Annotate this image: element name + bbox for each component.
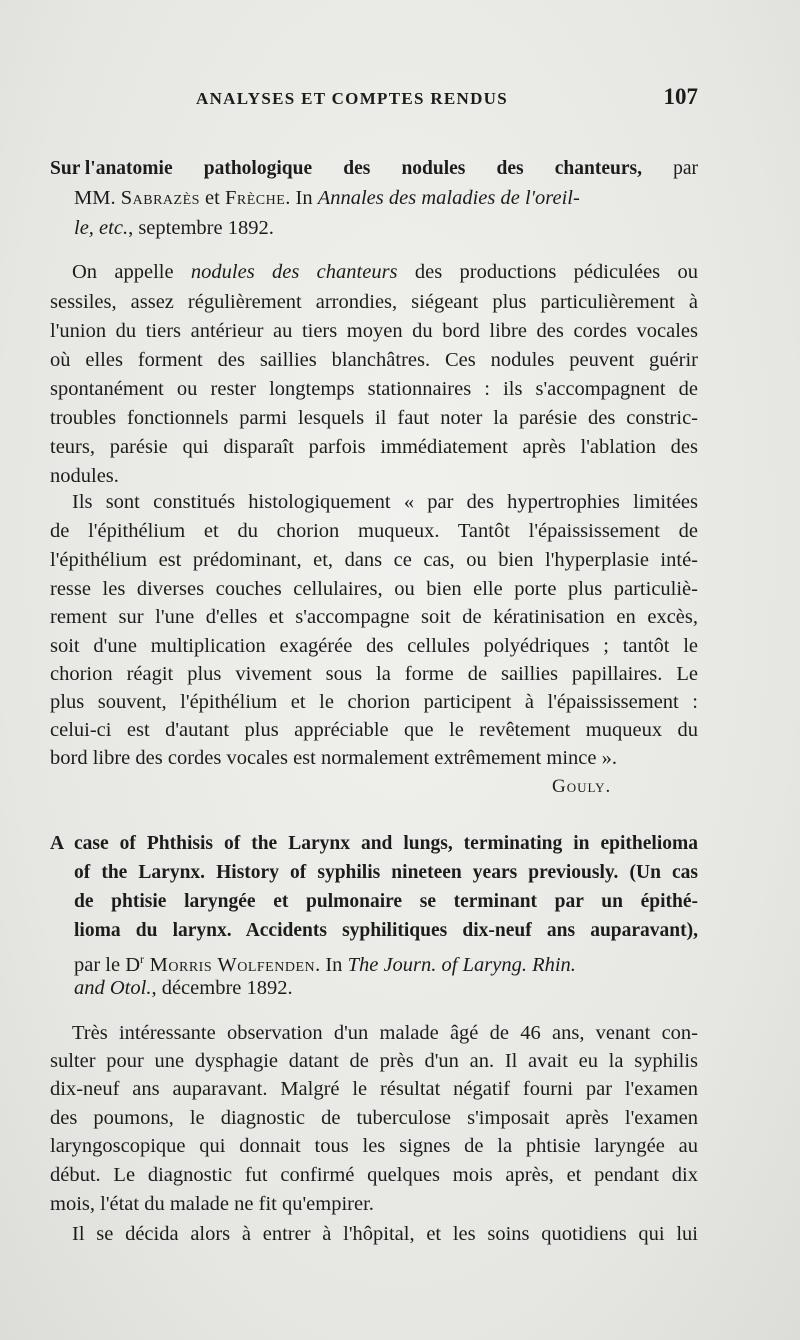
- article2-line: des poumons, le diagnostic de tuberculose s'imposait après l'examen: [50, 1107, 698, 1129]
- article1-line: soit d'une multiplication exagérée des cellules polyédriques ; tantôt le: [50, 635, 698, 657]
- author-freche: Frèche: [224, 187, 286, 209]
- article2-line: Très intéressante observation d'un malade âgé de 46 ans, venant con-: [72, 1022, 698, 1044]
- article2-line: sulter pour une dysphagie datant de près d'un an. Il avait eu la syphilis: [50, 1050, 698, 1072]
- article1-line: resse les diverses couches cellulaires, ou bien elle porte plus particuliè-: [50, 578, 698, 600]
- article1-line: l'union du tiers antérieur au tiers moyen du bord libre des cordes vocales: [50, 320, 698, 342]
- article1-line: celui-ci est d'autant plus appréciable que le revêtement muqueux du: [50, 719, 698, 741]
- author-sabrazes: Sabrazès: [120, 187, 200, 209]
- article1-line: Ils sont constitués histologiquement « par des hypertrophies limitées: [72, 491, 698, 513]
- article2-citation-line-2: and Otol., décembre 1892.: [74, 977, 293, 999]
- journal-title-2: The Journ. of Laryng. Rhin.: [347, 953, 576, 976]
- page-number: 107: [663, 84, 698, 109]
- article2-line: mois, l'état du malade ne fit qu'empirer.: [50, 1193, 374, 1215]
- article2-title-line: lioma du larynx. Accidents syphilitiques dix-neuf ans auparavant),: [74, 920, 698, 941]
- author-wolfenden: Morris Wolfenden: [144, 953, 316, 976]
- article2-line: dix-neuf ans auparavant. Malgré le résultat négatif fourni par l'examen: [50, 1078, 698, 1100]
- article2-line: Il se décida alors à entrer à l'hôpital, et les soins quotidiens qui lui: [72, 1223, 698, 1245]
- article1-line: On appelle nodules des chanteurs des productions pédiculées ou: [72, 261, 698, 283]
- running-header: [196, 84, 698, 116]
- article1-line: de l'épithélium et du chorion muqueux. Tantôt l'épaississement de: [50, 520, 698, 542]
- article1-line: sessiles, assez régulièrement arrondies, siégeant plus particulièrement à: [50, 291, 698, 313]
- italic-term: nodules des chanteurs: [190, 261, 398, 283]
- running-header-title: ANALYSES ET COMPTES RENDUS: [196, 89, 509, 108]
- article2-title-line: A case of Phthisis of the Larynx and lungs, terminating in epithelioma: [50, 833, 698, 854]
- article1-citation-line-2: le, etc., septembre 1892.: [74, 217, 274, 239]
- article1-line: spontanément ou rester longtemps stationnaires : ils s'accompagnent de: [50, 378, 698, 400]
- article2-title-line: of the Larynx. History of syphilis nineteen years previously. (Un cas: [74, 862, 698, 883]
- article1-line: l'épithélium est prédominant, et, dans ce cas, ou bien l'hyperplasie inté-: [50, 549, 698, 571]
- article1-line: nodules.: [50, 465, 119, 487]
- article2-line: début. Le diagnostic fut confirmé quelques mois après, et pendant dix: [50, 1164, 698, 1186]
- article1-line: rement sur l'une d'elles et s'accompagne soit de kératinisation en excès,: [50, 606, 698, 628]
- article1-line: plus souvent, l'épithélium et le chorion participent à l'épaississement :: [50, 691, 698, 713]
- article1-citation-line-1: MM. Sabrazès et Frèche. In Annales des maladies de l'oreil-: [74, 187, 580, 209]
- article1-line: troubles fonctionnels parmi lesquels il faut noter la parésie des constric-: [50, 407, 698, 429]
- journal-title: Annales des maladies de l'oreil-: [317, 187, 580, 209]
- article1-title-line-1: Sur l'anatomie pathologique des nodules des chanteurs, par: [50, 158, 698, 179]
- signature-gouly: Gouly.: [552, 776, 612, 797]
- article2-title-line: de phtisie laryngée et pulmonaire se terminant par un épithé-: [74, 891, 698, 912]
- article2-citation-line-1: par le $D^r$ Morris Wolfenden. In The Journ. of Laryng. Rhin.: [74, 952, 576, 976]
- article1-line: teurs, parésie qui disparaît parfois immédiatement après l'ablation des: [50, 436, 698, 458]
- article1-line: bord libre des cordes vocales est normalement extrêmement mince ».: [50, 747, 617, 769]
- article2-line: laryngoscopique qui donnait tous les signes de la phtisie laryngée au: [50, 1135, 698, 1157]
- article1-line: où elles forment des saillies blanchâtres. Ces nodules peuvent guérir: [50, 349, 698, 371]
- article1-line: chorion réagit plus vivement sous la forme de saillies papillaires. Le: [50, 663, 698, 685]
